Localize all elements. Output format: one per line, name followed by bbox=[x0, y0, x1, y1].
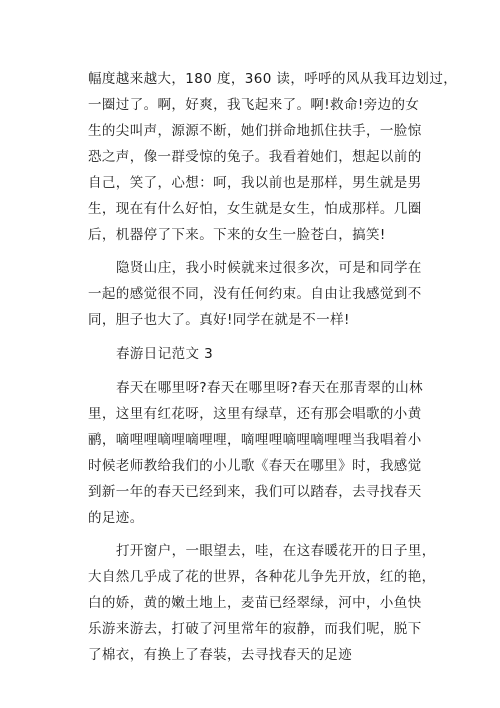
text-line: 隐贤山庄，我小时候就来过很多次，可是和同学在 bbox=[116, 260, 422, 276]
paragraph-2 bbox=[88, 255, 422, 333]
text-line: 同，胆子也大了。真好!同学在就是不一样! bbox=[88, 312, 350, 328]
text-line: 大自然几乎成了花的世界，各种花儿争先开放，红的艳， bbox=[88, 569, 436, 585]
text-line: 了棉衣，有换上了春装，去寻找春天的足迹 bbox=[88, 647, 353, 663]
text-line: 春天在哪里呀?春天在哪里呀?春天在那青翠的山林 bbox=[116, 380, 424, 396]
text-line: 鹂，嘀哩哩嘀哩嘀哩哩，嘀哩哩嘀哩嘀哩哩当我唱着小 bbox=[88, 432, 422, 448]
text-line: 到新一年的春天已经到来，我们可以踏春，去寻找春天 bbox=[88, 484, 422, 500]
document-body bbox=[88, 66, 458, 668]
text-line: 白的娇，黄的嫩土地上，麦苗已经翠绿，河中，小鱼快 bbox=[88, 595, 422, 611]
text-line: 一起的感觉很不同，没有任何约束。自由让我感觉到不 bbox=[88, 286, 422, 302]
paragraph-1 bbox=[88, 66, 458, 248]
text-line: 的足迹。 bbox=[88, 510, 144, 526]
paragraph-4 bbox=[88, 538, 436, 668]
text-line: 时候老师教给我们的小儿歌《春天在哪里》时，我感觉 bbox=[88, 458, 422, 474]
paragraph-3 bbox=[88, 375, 424, 531]
text-line: 乐游来游去，打破了河里常年的寂静，而我们呢，脱下 bbox=[88, 621, 422, 637]
text-line: 恐之声，像一群受惊的兔子。我看着她们，想起以前的 bbox=[88, 149, 422, 165]
text-line: 幅度越来越大，180 度，360 读，呼呼的风从我耳边划过， bbox=[88, 71, 458, 87]
section-heading: 春游日记范文 3 bbox=[116, 346, 214, 362]
text-line: 打开窗户，一眼望去，哇，在这春暖花开的日子里， bbox=[116, 543, 436, 559]
text-line: 生，现在有什么好怕，女生就是女生，怕成那样。几圈 bbox=[88, 201, 422, 217]
text-line: 后，机器停了下来。下来的女生一脸苍白，搞笑! bbox=[88, 227, 386, 243]
text-line: 生的尖叫声，源源不断，她们拼命地抓住扶手，一脸惊 bbox=[88, 123, 422, 139]
text-line: 里，这里有红花呀，这里有绿草，还有那会唱歌的小黄 bbox=[88, 406, 422, 422]
text-line: 一圈过了。啊，好爽，我飞起来了。啊!救命!旁边的女 bbox=[88, 97, 420, 113]
text-line: 自己，笑了，心想：呵，我以前也是那样，男生就是男 bbox=[88, 175, 422, 191]
